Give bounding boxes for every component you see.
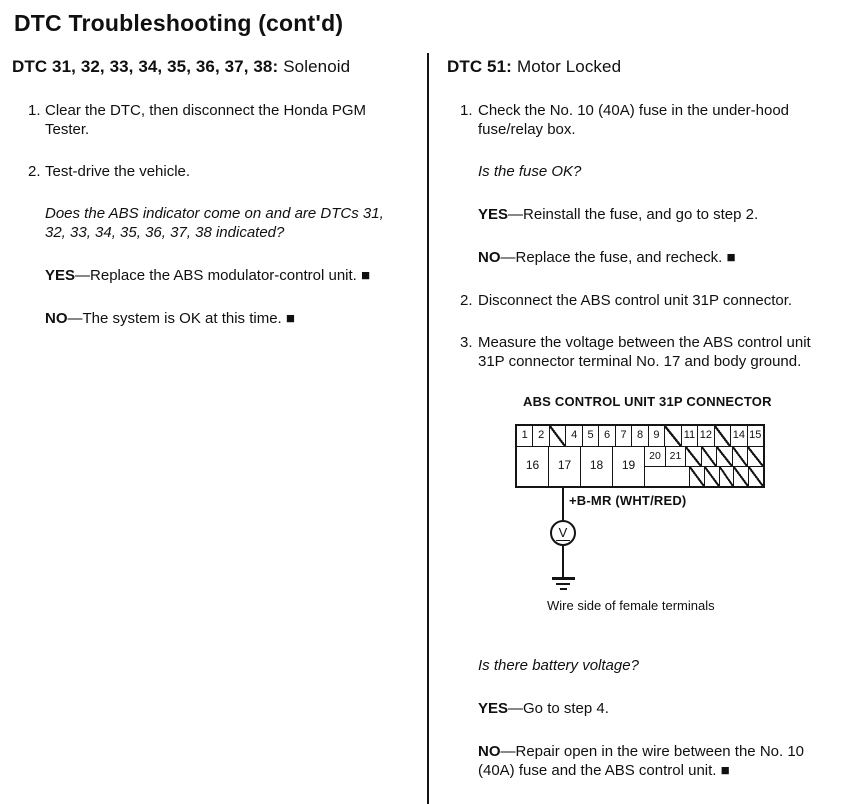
hatched-cell — [748, 447, 763, 466]
no-text: —The system is OK at this time. ■ — [67, 310, 295, 327]
step-number: 1. — [28, 102, 41, 119]
fuse-no-result — [478, 248, 836, 267]
motor-locked-step-1 — [447, 101, 848, 139]
terminal-cell-2: 2 — [533, 426, 549, 446]
hatched-cell — [734, 467, 749, 486]
hatched-cell — [702, 447, 718, 466]
connector-diagram — [447, 394, 848, 628]
connector-bottom-row — [517, 447, 763, 486]
fuse-ok-question: Is the fuse OK? — [478, 163, 582, 180]
ground-bar-3 — [560, 588, 567, 590]
ground-bar-2 — [556, 583, 570, 585]
keyway-blank-cell — [645, 467, 690, 486]
fuse-yes-result — [478, 205, 836, 224]
page-title: DTC Troubleshooting (cont'd) — [14, 10, 344, 36]
no-text: —Repair open in the wire between the No. 10 (40A) fuse and the ABS control unit. ■ — [478, 743, 805, 779]
terminal-cell-5: 5 — [583, 426, 599, 446]
voltage-no-result — [478, 742, 836, 780]
voltmeter-symbol: V — [556, 526, 571, 541]
terminal-cell-4: 4 — [566, 426, 582, 446]
hatched-cell — [690, 467, 705, 486]
ground-bar-1 — [552, 577, 575, 580]
ground-icon — [551, 577, 575, 590]
step-text: Test-drive the vehicle. — [45, 163, 191, 180]
solenoid-question: Does the ABS indicator come on and are DTCs 31, 32, 33, 34, 35, 36, 37, 38 indicated? — [45, 205, 384, 241]
terminal-cell-6: 6 — [599, 426, 615, 446]
motor-locked-step-2 — [447, 291, 848, 310]
terminal-cell-20: 20 — [645, 447, 666, 466]
wire-label-b-mr: +B-MR (WHT/RED) — [569, 493, 687, 508]
step-number: 2. — [460, 292, 473, 309]
step-number: 2. — [28, 163, 41, 180]
diagram-caption: Wire side of female terminals — [547, 598, 715, 613]
motor-locked-heading-name: Motor Locked — [516, 57, 622, 76]
terminal-cell-9: 9 — [649, 426, 665, 446]
terminal-cell-1: 1 — [517, 426, 533, 446]
terminal-cell-18: 18 — [581, 447, 613, 486]
motor-locked-heading — [447, 57, 848, 77]
solenoid-no-result — [45, 309, 391, 328]
terminal-cell-15: 15 — [749, 429, 762, 441]
terminal-cell-12: 12 — [698, 426, 714, 446]
connector-sub-row-bottom — [645, 467, 763, 486]
terminal-cell-14: 14 — [731, 426, 747, 446]
yes-label: YES — [478, 206, 509, 223]
step-number: 3. — [460, 334, 473, 351]
section-solenoid — [0, 53, 427, 804]
solenoid-yes-result — [45, 266, 391, 285]
abs-31p-connector — [515, 424, 765, 488]
connector-top-row — [517, 426, 763, 447]
hatched-cell — [705, 467, 720, 486]
solenoid-step-2 — [12, 162, 407, 181]
voltmeter-icon — [550, 520, 576, 546]
terminal-cell-11: 11 — [682, 426, 698, 446]
terminal-cell-16: 16 — [517, 447, 549, 486]
step-text: Measure the voltage between the ABS control unit 31P connector terminal No. 17 and body ground. — [478, 334, 811, 370]
terminal-cell-8: 8 — [632, 426, 648, 446]
hatched-cell — [733, 447, 749, 466]
two-column-layout — [0, 53, 854, 804]
yes-text: —Reinstall the fuse, and go to step 2. — [508, 206, 759, 223]
wire-to-ground — [562, 546, 564, 577]
yes-label: YES — [478, 700, 509, 717]
hatched-cell — [749, 467, 763, 486]
no-text: —Replace the fuse, and recheck. ■ — [500, 249, 736, 266]
step-text: Disconnect the ABS control unit 31P connector. — [478, 292, 793, 309]
section-motor-locked — [427, 53, 854, 804]
battery-voltage-question: Is there battery voltage? — [478, 657, 639, 674]
no-label: NO — [45, 310, 68, 327]
hatched-cell — [715, 426, 731, 446]
connector-sub-row-top — [645, 447, 763, 467]
step-text: Clear the DTC, then disconnect the Honda PGM Tester. — [45, 102, 366, 138]
yes-text: —Replace the ABS modulator-control unit. ■ — [75, 267, 371, 284]
yes-text: —Go to step 4. — [508, 700, 609, 717]
step-text: Check the No. 10 (40A) fuse in the under-hood fuse/relay box. — [478, 102, 790, 138]
hatched-cell — [665, 426, 681, 446]
voltage-yes-result — [478, 699, 836, 718]
motor-locked-step-3 — [447, 333, 848, 371]
hatched-cell — [717, 447, 733, 466]
no-label: NO — [478, 743, 501, 760]
terminal-cell-7: 7 — [616, 426, 632, 446]
terminal-cell-21: 21 — [666, 447, 686, 466]
solenoid-step-1 — [12, 101, 407, 139]
yes-label: YES — [45, 267, 76, 284]
hatched-cell — [686, 447, 702, 466]
connector-small-terminal-block — [645, 447, 763, 486]
connector-diagram-title: ABS CONTROL UNIT 31P CONNECTOR — [523, 394, 772, 409]
wire-terminal-17 — [562, 488, 564, 521]
solenoid-heading-dtc-codes: DTC 31, 32, 33, 34, 35, 36, 37, 38: — [12, 57, 279, 76]
terminal-cell-19: 19 — [613, 447, 645, 486]
solenoid-heading-name: Solenoid — [283, 57, 351, 76]
hatched-cell — [550, 426, 566, 446]
no-label: NO — [478, 249, 501, 266]
motor-locked-heading-dtc-code: DTC 51: — [447, 57, 512, 76]
solenoid-heading — [12, 57, 407, 77]
hatched-cell — [720, 467, 735, 486]
terminal-cell-17: 17 — [549, 447, 581, 486]
step-number: 1. — [460, 102, 473, 119]
